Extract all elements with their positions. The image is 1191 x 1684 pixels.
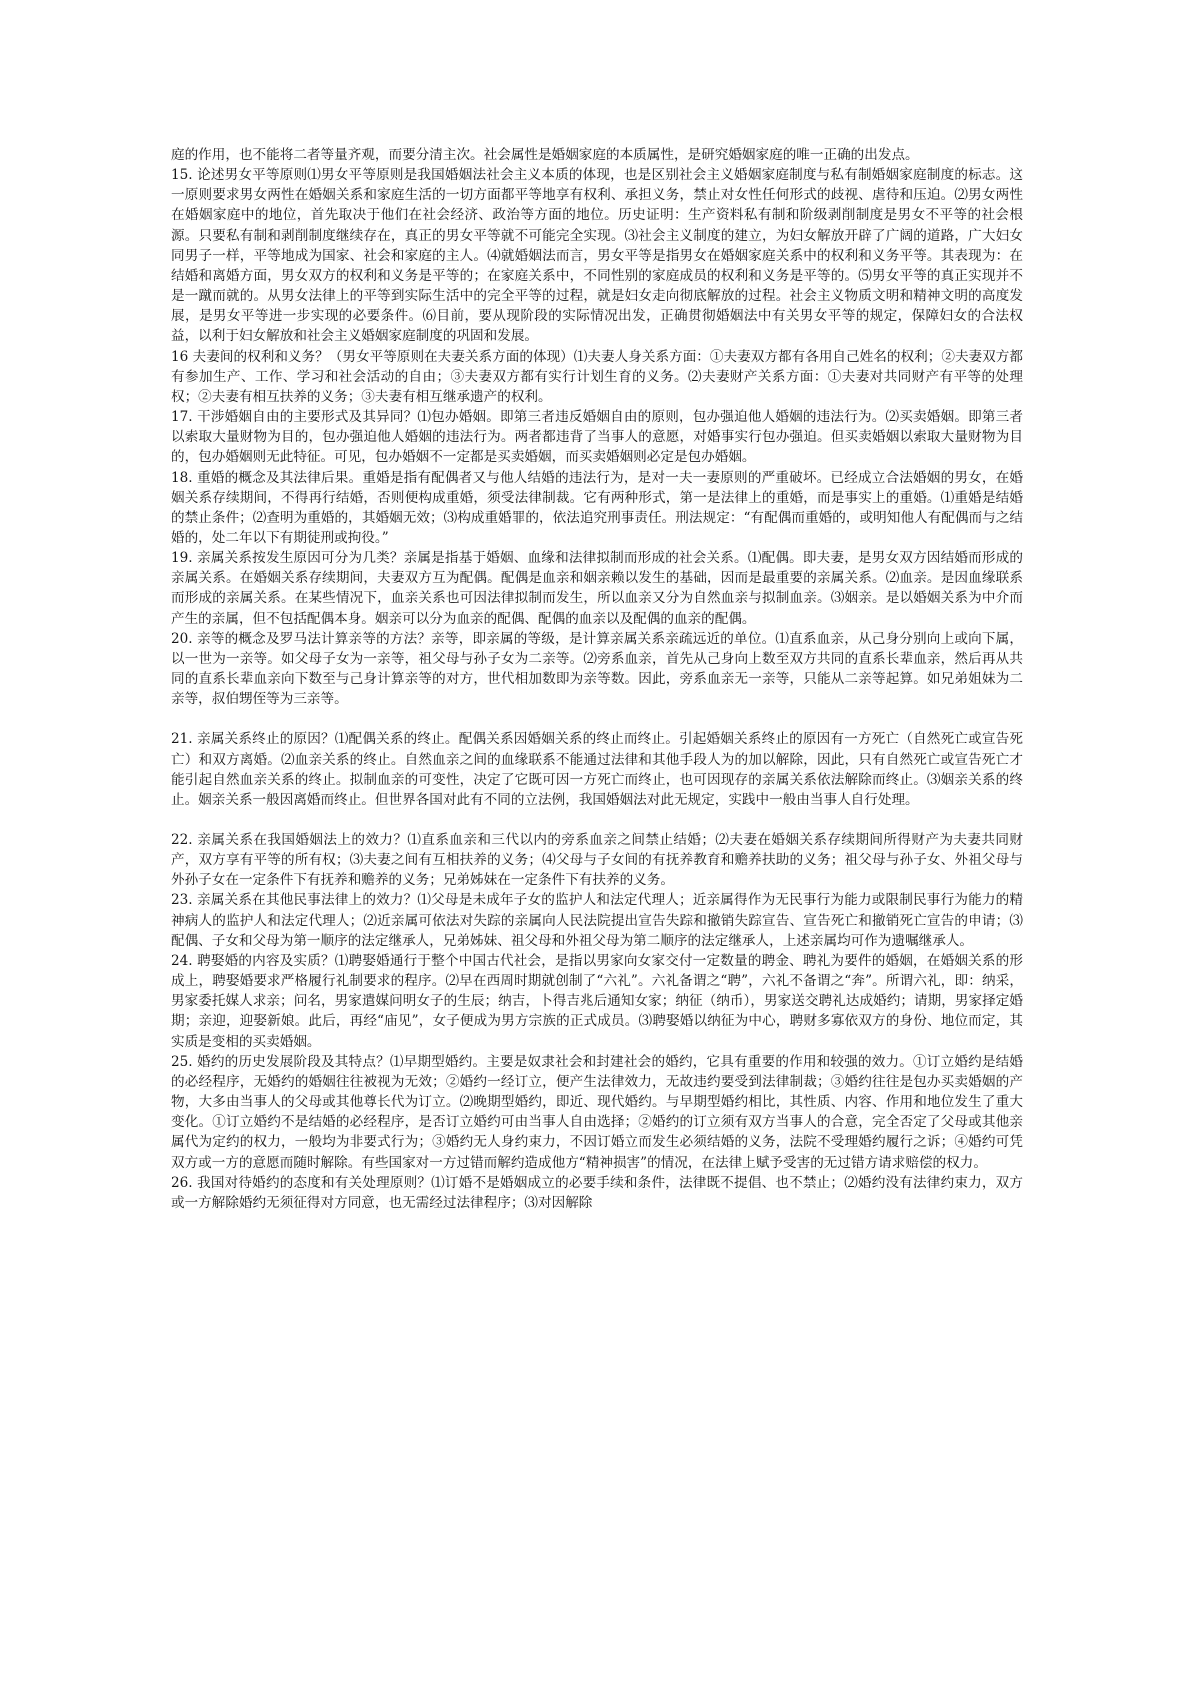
paragraph-18: 18. 重婚的概念及其法律后果。重婚是指有配偶者又与他人结婚的违法行为，是对一夫一妻原则的严重破坏。已经成立合法婚姻的男女，在婚姻关系存续期间，不得再行结婚，否则便构成重婚，须受法律制裁。它有两种形式，第一是法律上的重婚，而是事实上的重婚。⑴重婚是结婚的禁止条件；⑵查明为重婚的，其婚姻无效；⑶构成重婚罪的，依法追究刑事责任。刑法规定：“有配偶而重婚的，或明知他人有配偶而与之结婚的，处二年以下有期徒刑或拘役。” bbox=[171, 469, 1023, 546]
paragraph-23: 23. 亲属关系在其他民事法律上的效力？⑴父母是未成年子女的监护人和法定代理人；近亲属得作为无民事行为能力或限制民事行为能力的精神病人的监护人和法定代理人；⑵近亲属可依法对失踪的亲属向人民法院提出宣告失踪和撤销失踪宣告、宣告死亡和撤销死亡宣告的申请；⑶配偶、子女和父母为第一顺序的法定继承人，兄弟姊妹、祖父母和外祖父母为第二顺序的法定继承人，上述亲属均可作为遗嘱继承人。 bbox=[171, 892, 1023, 949]
paragraph-17: 17. 干涉婚姻自由的主要形式及其异同？⑴包办婚姻。即第三者违反婚姻自由的原则，包办强迫他人婚姻的违法行为。⑵买卖婚姻。即第三者以索取大量财物为目的，包办强迫他人婚姻的违法行为。两者都违背了当事人的意愿，对婚事实行包办强迫。但买卖婚姻以索取大量财物为目的，包办婚姻则无此特征。可见，包办婚姻不一定都是买卖婚姻，而买卖婚姻则必定是包办婚姻。 bbox=[171, 409, 1023, 466]
paragraph-22: 22. 亲属关系在我国婚姻法上的效力？⑴直系血亲和三代以内的旁系血亲之间禁止结婚；⑵夫妻在婚姻关系存续期间所得财产为夫妻共同财产，双方享有平等的所有权；⑶夫妻之间有互相扶养的义务；⑷父母与子女间的有抚养教育和赡养扶助的义务；祖父母与孙子女、外祖父母与外孙子女在一定条件下有抚养和赡养的义务；兄弟姊妹在一定条件下有扶养的义务。 bbox=[171, 832, 1023, 889]
paragraph-15: 15. 论述男女平等原则⑴男女平等原则是我国婚姻法社会主义本质的体现，也是区别社会主义婚姻家庭制度与私有制婚姻家庭制度的标志。这一原则要求男女两性在婚姻关系和家庭生活的一切方面都平等地享有权利、承担义务，禁止对女性任何形式的歧视、虐待和压迫。⑵男女两性在婚姻家庭中的地位，首先取决于他们在社会经济、政治等方面的地位。历史证明：生产资料私有制和阶级剥削制度是男女不平等的社会根源。只要私有制和剥削制度继续存在，真正的男女平等就不可能完全实现。⑶社会主义制度的建立，为妇女解放开辟了广阔的道路，广大妇女同男子一样，平等地成为国家、社会和家庭的主人。⑷就婚姻法而言，男女平等是指男女在婚姻家庭关系中的权利和义务平等。其表现为：在结婚和离婚方面，男女双方的权利和义务是平等的；在家庭关系中，不同性别的家庭成员的权利和义务是平等的。⑸男女平等的真正实现并不是一蹴而就的。从男女法律上的平等到实际生活中的完全平等的过程，就是妇女走向彻底解放的过程。社会主义物质文明和精神文明的高度发展，是男女平等进一步实现的必要条件。⑹目前，要从现阶段的实际情况出发，正确贯彻婚姻法中有关男女平等的规定，保障妇女的合法权益，以利于妇女解放和社会主义婚姻家庭制度的巩固和发展。 bbox=[171, 167, 1023, 345]
paragraph-16: 16 夫妻间的权利和义务？（男女平等原则在夫妻关系方面的体现）⑴夫妻人身关系方面：①夫妻双方都有各用自己姓名的权利；②夫妻双方都有参加生产、工作、学习和社会活动的自由；③夫妻双方都有实行计划生育的义务。⑵夫妻财产关系方面：①夫妻对共同财产有平等的处理权；②夫妻有相互扶养的义务；③夫妻有相互继承遗产的权利。 bbox=[171, 348, 1023, 405]
paragraph-26: 26. 我国对待婚约的态度和有关处理原则？⑴订婚不是婚姻成立的必要手续和条件，法律既不提倡、也不禁止；⑵婚约没有法律约束力，双方或一方解除婚约无须征得对方同意，也无需经过法律程序；⑶对因解除 bbox=[171, 1174, 1023, 1211]
document-page bbox=[171, 145, 1023, 1213]
paragraph-20: 20. 亲等的概念及罗马法计算亲等的方法？亲等，即亲属的等级，是计算亲属关系亲疏远近的单位。⑴直系血亲，从己身分别向上或向下属，以一世为一亲等。如父母子女为一亲等，祖父母与孙子女为二亲等。⑵旁系血亲，首先从己身向上数至双方共同的直系长辈血亲，然后再从共同的直系长辈血亲向下数至与己身计算亲等的对方，世代相加数即为亲等数。因此，旁系血亲无一亲等，只能从二亲等起算。如兄弟姐妹为二亲等，叔伯甥侄等为三亲等。 bbox=[171, 630, 1023, 708]
paragraph-continuation: 庭的作用，也不能将二者等量齐观，而要分清主次。社会属性是婚姻家庭的本质属性，是研究婚姻家庭的唯一正确的出发点。 bbox=[171, 147, 919, 163]
paragraph-25: 25. 婚约的历史发展阶段及其特点？⑴早期型婚约。主要是奴隶社会和封建社会的婚约，它具有重要的作用和较强的效力。①订立婚约是结婚的必经程序，无婚约的婚姻往往被视为无效；②婚约一经订立，便产生法律效力，无故违约要受到法律制裁；③婚约往往是包办买卖婚姻的产物，大多由当事人的父母或其他尊长代为订立。⑵晚期型婚约，即近、现代婚约。与早期型婚约相比，其性质、内容、作用和地位发生了重大变化。①订立婚约不是结婚的必经程序，是否订立婚约可由当事人自由选择；②婚约的订立须有双方当事人的合意，完全否定了父母或其他亲属代为定约的权力，一般均为非要式行为；③婚约无人身约束力，不因订婚立而发生必须结婚的义务，法院不受理婚约履行之诉；④婚约可凭双方或一方的意愿而随时解除。有些国家对一方过错而解约造成他方“精神损害”的情况，在法律上赋予受害的无过错方请求赔偿的权力。 bbox=[171, 1053, 1023, 1171]
paragraph-24: 24. 聘娶婚的内容及实质？⑴聘娶婚通行于整个中国古代社会，是指以男家向女家交付一定数量的聘金、聘礼为要件的婚姻，在婚姻关系的形成上，聘娶婚要求严格履行礼制要求的程序。⑵早在西周时期就创制了“六礼”。六礼备谓之“聘”，六礼不备谓之“奔”。所谓六礼，即：纳采，男家委托媒人求亲；问名，男家遣媒问明女子的生辰；纳吉，卜得吉兆后通知女家；纳征（纳币），男家送交聘礼达成婚约；请期，男家择定婚期；亲迎，迎娶新娘。此后，再经“庙见”，女子便成为男方宗族的正式成员。⑶聘娶婚以纳征为中心，聘财多寡依双方的身份、地位而定，其实质是变相的买卖婚姻。 bbox=[171, 952, 1023, 1050]
paragraph-21: 21. 亲属关系终止的原因？⑴配偶关系的终止。配偶关系因婚姻关系的终止而终止。引起婚姻关系终止的原因有一方死亡（自然死亡或宣告死亡）和双方离婚。⑵血亲关系的终止。自然血亲之间的血缘联系不能通过法律和其他手段人为的加以解除，因此，只有自然死亡或宣告死亡才能引起自然血亲关系的终止。拟制血亲的可变性，决定了它既可因一方死亡而终止，也可因现存的亲属关系依法解除而终止。⑶姻亲关系的终止。姻亲关系一般因离婚而终止。但世界各国对此有不同的立法例，我国婚姻法对此无规定，实践中一般由当事人自行处理。 bbox=[171, 731, 1023, 808]
paragraph-19: 19. 亲属关系按发生原因可分为几类？亲属是指基于婚姻、血缘和法律拟制而形成的社会关系。⑴配偶。即夫妻，是男女双方因结婚而形成的亲属关系。在婚姻关系存续期间，夫妻双方互为配偶。配偶是血亲和姻亲赖以发生的基础，因而是最重要的亲属关系。⑵血亲。是因血缘联系而形成的亲属关系。在某些情况下，血亲关系也可因法律拟制而发生，所以血亲又分为自然血亲与拟制血亲。⑶姻亲。是以婚姻关系为中介而产生的亲属，但不包括配偶本身。姻亲可以分为血亲的配偶、配偶的血亲以及配偶的血亲的配偶。 bbox=[171, 550, 1023, 627]
